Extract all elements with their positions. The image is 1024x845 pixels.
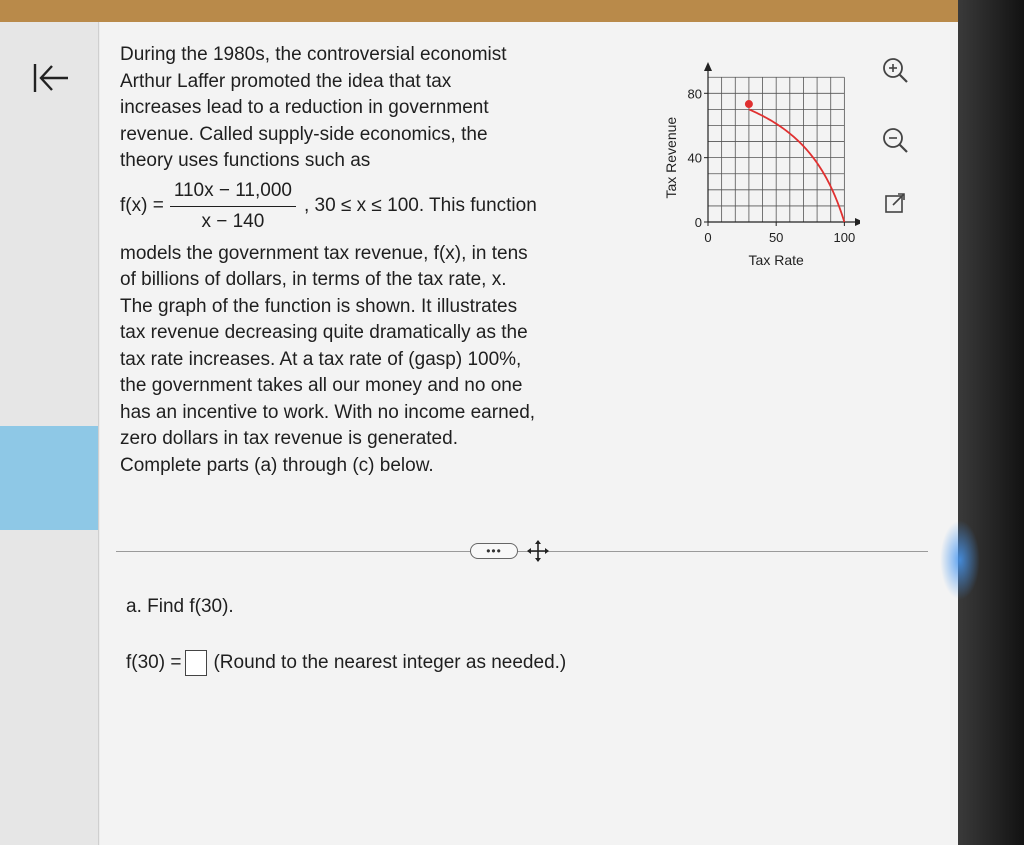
part-a-answer-row xyxy=(126,650,566,676)
right-bezel xyxy=(958,0,1024,845)
x-axis-label: Tax Rate xyxy=(748,252,804,268)
problem-line: has an incentive to work. With no income earned, xyxy=(120,401,536,423)
zoom-in-button[interactable] xyxy=(878,54,912,88)
graph-tools xyxy=(870,44,930,224)
formula-lhs: f(x) = xyxy=(120,195,164,217)
problem-body xyxy=(120,241,600,480)
problem-line: theory uses functions such as xyxy=(120,150,371,171)
x-axis-arrow xyxy=(855,218,860,226)
formula-denominator: x − 140 xyxy=(201,211,265,232)
chart-svg xyxy=(630,44,860,284)
problem-line: models the government tax revenue, f(x), in tens xyxy=(120,242,528,264)
problem-statement xyxy=(120,42,600,479)
external-link-icon xyxy=(878,186,912,220)
y-tick-label: 0 xyxy=(694,215,702,230)
problem-line: zero dollars in tax revenue is generated. xyxy=(120,428,458,449)
curve-start-point xyxy=(745,100,753,108)
problem-line: The graph of the function is shown. It illustrates xyxy=(120,295,518,317)
screen-glare xyxy=(940,520,980,600)
left-accent-bar xyxy=(0,426,98,530)
problem-line: Complete parts (a) through (c) below. xyxy=(120,454,434,476)
formula-fraction xyxy=(170,178,296,236)
problem-line: During the 1980s, the controversial economist xyxy=(120,44,507,65)
x-tick-label: 50 xyxy=(768,230,784,245)
formula-numerator: 110x − 11,000 xyxy=(170,178,296,208)
expand-more-button[interactable]: ••• xyxy=(470,543,518,559)
problem-intro xyxy=(120,42,600,175)
back-arrow-icon xyxy=(28,58,72,98)
part-a-label: a. Find f(30). xyxy=(126,596,234,617)
left-panel xyxy=(0,22,99,845)
answer-hint: (Round to the nearest integer as needed.) xyxy=(213,652,567,673)
zoom-in-icon xyxy=(878,54,912,88)
function-formula xyxy=(120,179,600,235)
y-tick-label: 80 xyxy=(687,86,702,102)
x-tick-label: 100 xyxy=(833,230,856,245)
zoom-out-button[interactable] xyxy=(878,124,912,158)
problem-line: revenue. Called supply-side economics, the xyxy=(120,123,488,145)
move-cursor-icon xyxy=(526,539,550,563)
section-divider xyxy=(116,551,928,552)
top-bezel-strip xyxy=(0,0,960,22)
y-axis-arrow xyxy=(704,62,712,71)
popout-button[interactable] xyxy=(878,186,912,220)
y-axis-label: Tax Revenue xyxy=(663,116,679,199)
answer-input[interactable] xyxy=(185,650,207,676)
tax-revenue-graph xyxy=(630,44,860,284)
zoom-out-icon xyxy=(878,124,912,158)
problem-line: increases lead to a reduction in government xyxy=(120,97,489,118)
x-tick-label: 0 xyxy=(704,230,712,245)
collapse-back-button[interactable] xyxy=(28,58,72,98)
main-content xyxy=(100,22,960,845)
problem-line: the government takes all our money and no one xyxy=(120,375,523,396)
problem-line: tax revenue decreasing quite dramatically as the xyxy=(120,322,528,343)
revenue-curve xyxy=(749,109,844,222)
problem-line: of billions of dollars, in terms of the tax rate, x. xyxy=(120,269,507,290)
y-tick-label: 40 xyxy=(687,150,702,166)
problem-line: Arthur Laffer promoted the idea that tax xyxy=(120,70,452,92)
answer-lhs: f(30) = xyxy=(126,652,182,673)
problem-line: tax rate increases. At a tax rate of (gasp) 100%, xyxy=(120,348,522,370)
screen xyxy=(0,22,960,845)
formula-domain: , 30 ≤ x ≤ 100. This function xyxy=(303,195,537,217)
